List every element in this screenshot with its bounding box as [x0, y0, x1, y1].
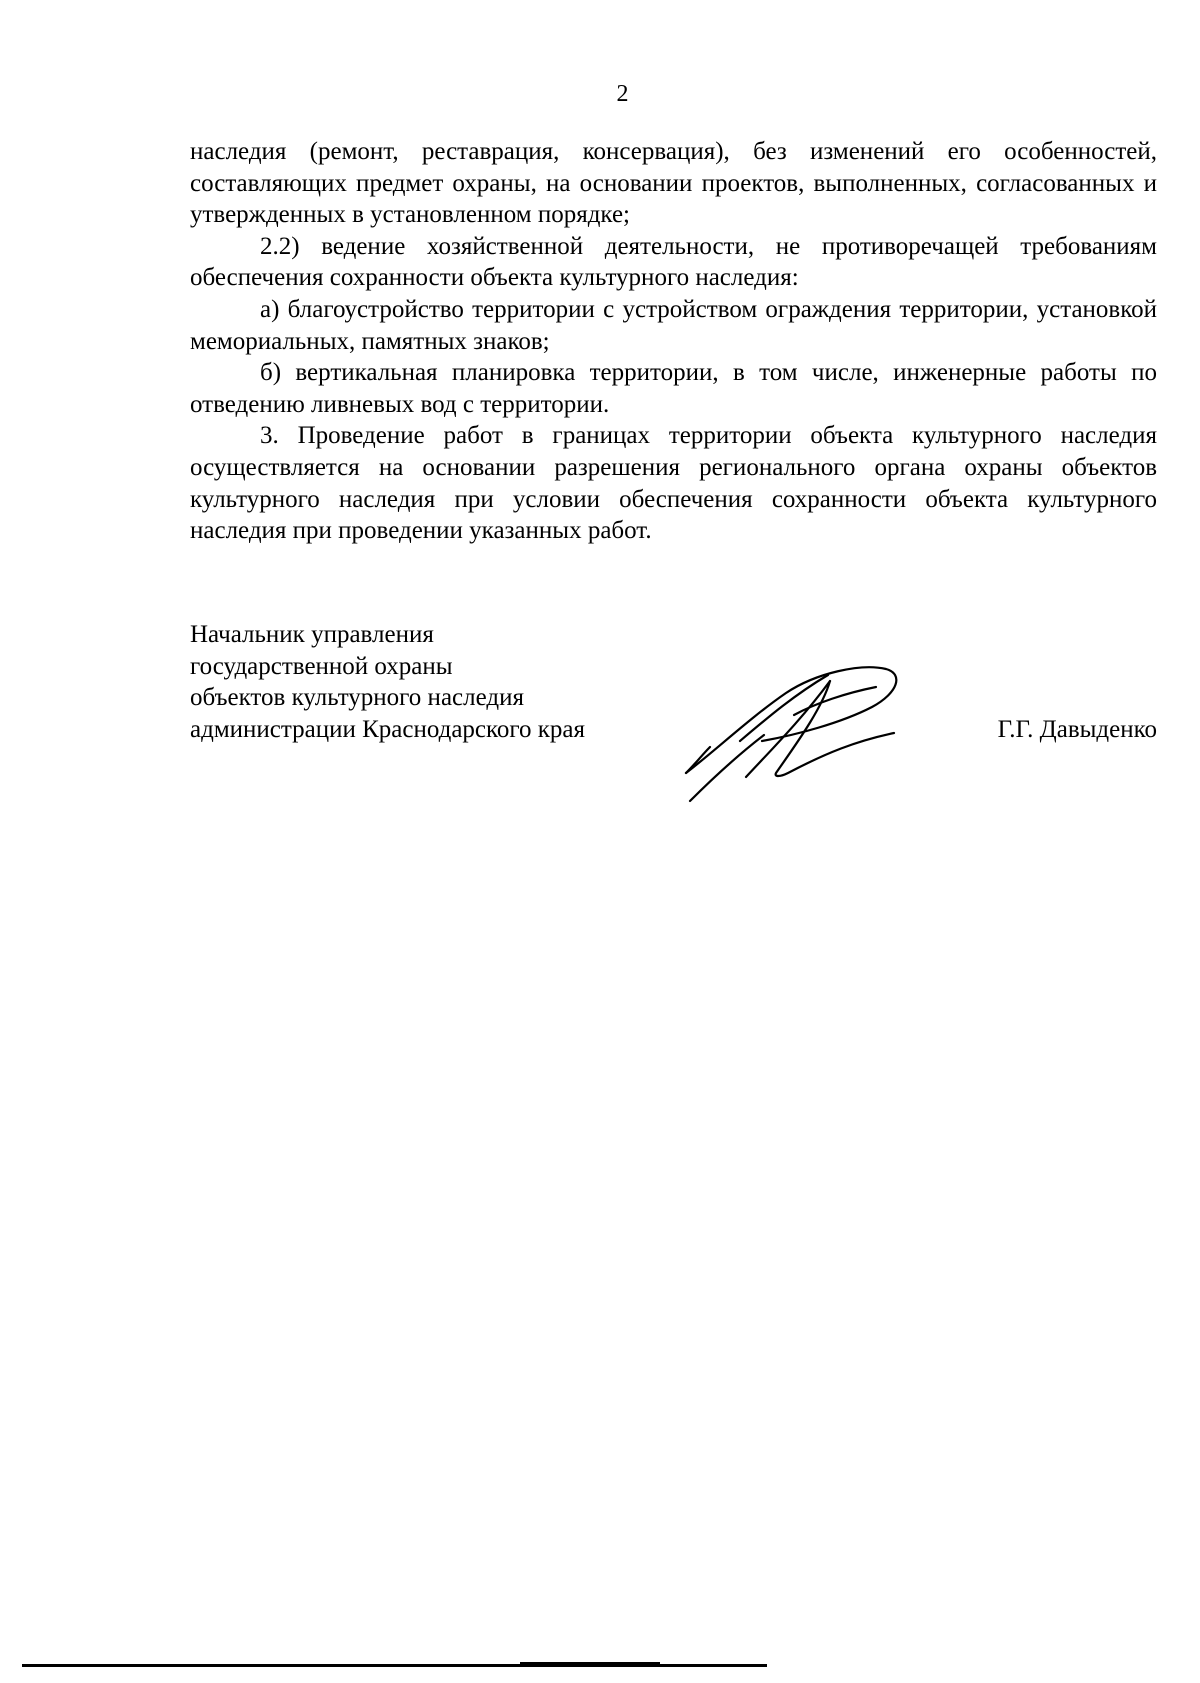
paragraph-item-a: а) благоустройство территории с устройством ограждения территории, установкой мемориальных, памятных знаков;	[190, 295, 1157, 355]
paragraph-continuation: наследия (ремонт, реставрация, консервация), без изменений его особенностей, составляющих предмет охраны, на основании проектов, выполненных, согласованных и утвержденных в установленном порядке;	[190, 138, 1157, 229]
signatory-position-line: Начальник управления	[190, 621, 434, 648]
signatory-position	[190, 619, 585, 745]
signatory-name: Г.Г. Давыденко	[997, 716, 1157, 743]
document-body	[190, 136, 1157, 547]
paragraph-item-3: 3. Проведение работ в границах территории объекта культурного наследия осуществляется на основании разрешения регионального органа охраны объектов культурного наследия при условии обеспечения сохранности объекта культурного наследия при проведении указанных работ.	[190, 422, 1157, 545]
page-number: 2	[616, 81, 629, 107]
signatory-position-line: администрации Краснодарского края	[190, 715, 586, 743]
paragraph-item-2-2: 2.2) ведение хозяйственной деятельности, не противоречащей требованиям обеспечения сохранности объекта культурного наследия:	[190, 232, 1157, 292]
handwritten-signature	[676, 655, 916, 805]
footer-rule	[22, 1664, 767, 1667]
footer-rule-segment	[520, 1662, 660, 1664]
signatory-position-line: государственной охраны	[190, 652, 453, 680]
paragraph-item-b: б) вертикальная планировка территории, в том числе, инженерные работы по отведению ливневых вод с территории.	[190, 359, 1157, 418]
signatory-position-line: объектов культурного наследия	[190, 684, 524, 711]
